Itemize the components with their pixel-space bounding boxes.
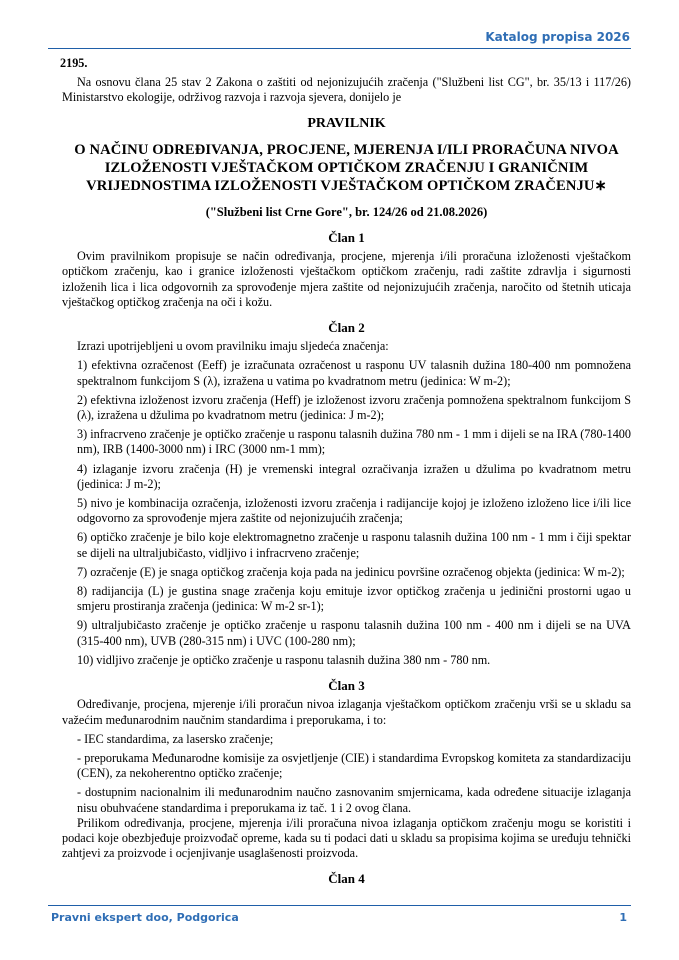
definition-item: 2) efektivna izloženost izvoru zračenja (Heff) je izloženost izvoru zračenja pomnožena spektralnom funkcijom S (λ), izražena u džulima po kvadratnom metru (jedinica: J m-2);: [77, 392, 631, 423]
definition-item: 8) radijancija (L) je gustina snage zračenja koju emituje izvor optičkog zračenja u jedinični prostorni ugao u smjeru prostiranja zračenja (jedinica: W m-2 sr-1);: [77, 584, 631, 614]
header-divider: [48, 48, 631, 49]
article-3-heading: Član 3: [328, 678, 365, 694]
gazette-reference: ("Službeni list Crne Gore", br. 124/26 od 21.08.2026): [205, 204, 488, 219]
standard-item: - IEC standardima, za lasersko zračenje;: [77, 731, 274, 746]
article-3-closing: Prilikom određivanja, procjene, mjerenja i/ili proračuna nivoa izlaganja optičkom zračenju mogu se koristiti i podaci koje obezbjeđuje proizvođač opreme, kada su ti podaci dati u skladu sa propisima kojima se uređuju tehnički zahtjevi za proizvode i ocjenjivanje usaglašenosti proizvoda.: [62, 815, 631, 861]
definition-item: 5) nivo je kombinacija ozračenja, izloženosti izvoru zračenja i radijancije kojoj je izloženo izloženo lice i/ili lice odgovorno za sprovođenje mjera zaštite od nejonizujućih zračenja;: [77, 496, 631, 526]
definition-item: 3) infracrveno zračenje je optičko zračenje u rasponu talasnih dužina 780 nm - 1 mm i dijeli se na IRA (780-1400 nm), IRB (1400-3000 nm) i IRC (3000 nm-1 mm);: [77, 427, 631, 457]
article-2-intro: Izrazi upotrijebljeni u ovom pravilniku imaju sljedeća značenja:: [77, 339, 389, 354]
definition-item: 6) optičko zračenje je bilo koje elektromagnetno zračenje u rasponu talasnih dužina 100 nm - 1 mm i čiji spektar se dijeli na ultraljubičasto, vidljivo i infracrveno zračenje;: [77, 530, 631, 560]
article-4-heading: Član 4: [328, 871, 365, 887]
intro-paragraph: Na osnovu člana 25 stav 2 Zakona o zaštiti od nejonizujućih zračenja ("Službeni list CG", br. 35/13 i 117/26) Ministarstvo ekologije, održivog razvoja i razvoja sjevera, donijelo je: [62, 75, 631, 105]
article-2-heading: Član 2: [328, 320, 365, 336]
document-title: PRAVILNIK: [307, 115, 386, 131]
document-body: [62, 56, 631, 891]
footnote-mark[interactable]: ∗: [594, 177, 607, 194]
regulation-number: 2195.: [60, 56, 88, 70]
footer-divider: [48, 905, 631, 906]
definition-item: 1) efektivna ozračenost (Eeff) je izračunata ozračenost u rasponu UV talasnih dužina 180-400 nm pomnožena spektralnom funkcijom S (λ), izražena u vatima po kvadratnom metru (jedinica: W m-2);: [77, 358, 631, 388]
definition-item: 9) ultraljubičasto zračenje je optičko zračenje u rasponu talasnih dužina 100 nm - 400 nm i dijeli se na UVA (315-400 nm), UVB (280-315 nm) i UVC (100-280 nm);: [77, 618, 631, 648]
page-number: 1: [619, 911, 627, 924]
definition-item: 10) vidljivo zračenje je optičko zračenje u rasponu talasnih dužina 380 nm - 780 nm.: [77, 652, 491, 667]
document-subtitle: [62, 141, 631, 195]
article-1-text: Ovim pravilnikom propisuje se način određivanja, procjene, mjerenja i/ili proračuna izloženosti vještačkom optičkom zračenju, kao i granice izloženosti vještačkom optičkom zračenju, radi zaštite zdravlja i sigurnosti izloženih lica i lica odgovornih za sprovođenje mjera zaštite od nejonizujućih zračenja, naročito od štetnih uticaja vještačkog optičkog zračenja na oči i kožu.: [62, 249, 631, 309]
standard-item: - dostupnim nacionalnim ili međunarodnim naučno zasnovanim smjernicama, kada određene situacije izlaganja nisu obuhvaćene standardima i preporukama iz tač. 1 i 2 ovog člana.: [77, 785, 631, 815]
catalog-header: Katalog propisa 2026: [485, 30, 630, 44]
standard-item: - preporukama Međunarodne komisije za osvjetljenje (CIE) i standardima Evropskog komiteta za standardizaciju (CEN), za nekoherentno optičko zračenje;: [77, 750, 631, 781]
article-3-intro: Određivanje, procjena, mjerenje i/ili proračun nivoa izlaganja vještačkom optičkom zračenju vrši se u skladu sa važećim međunarodnim naučnim standardima i preporukama, i to:: [62, 697, 631, 727]
article-1-heading: Član 1: [328, 230, 365, 246]
publisher-footer: Pravni ekspert doo, Podgorica: [51, 911, 239, 924]
subtitle-text: O NAČINU ODREĐIVANJA, PROCJENE, MJERENJA I/ILI PRORAČUNA NIVOA IZLOŽENOSTI VJEŠTAČKOM OPTIČKOM ZRAČENJU I GRANIČNIM VRIJEDNOSTIMA IZLOŽENOSTI VJEŠTAČKOM OPTIČKOM ZRAČENJU: [74, 141, 619, 194]
definition-item: 7) ozračenje (E) je snaga optičkog zračenja koja pada na jedinicu površine ozračenog objekta (jedinica: W m-2);: [77, 564, 625, 579]
definition-item: 4) izlaganje izvoru zračenja (H) je vremenski integral ozračivanja izražen u džulima po kvadratnom metru (jedinica: J m-2);: [77, 461, 631, 491]
